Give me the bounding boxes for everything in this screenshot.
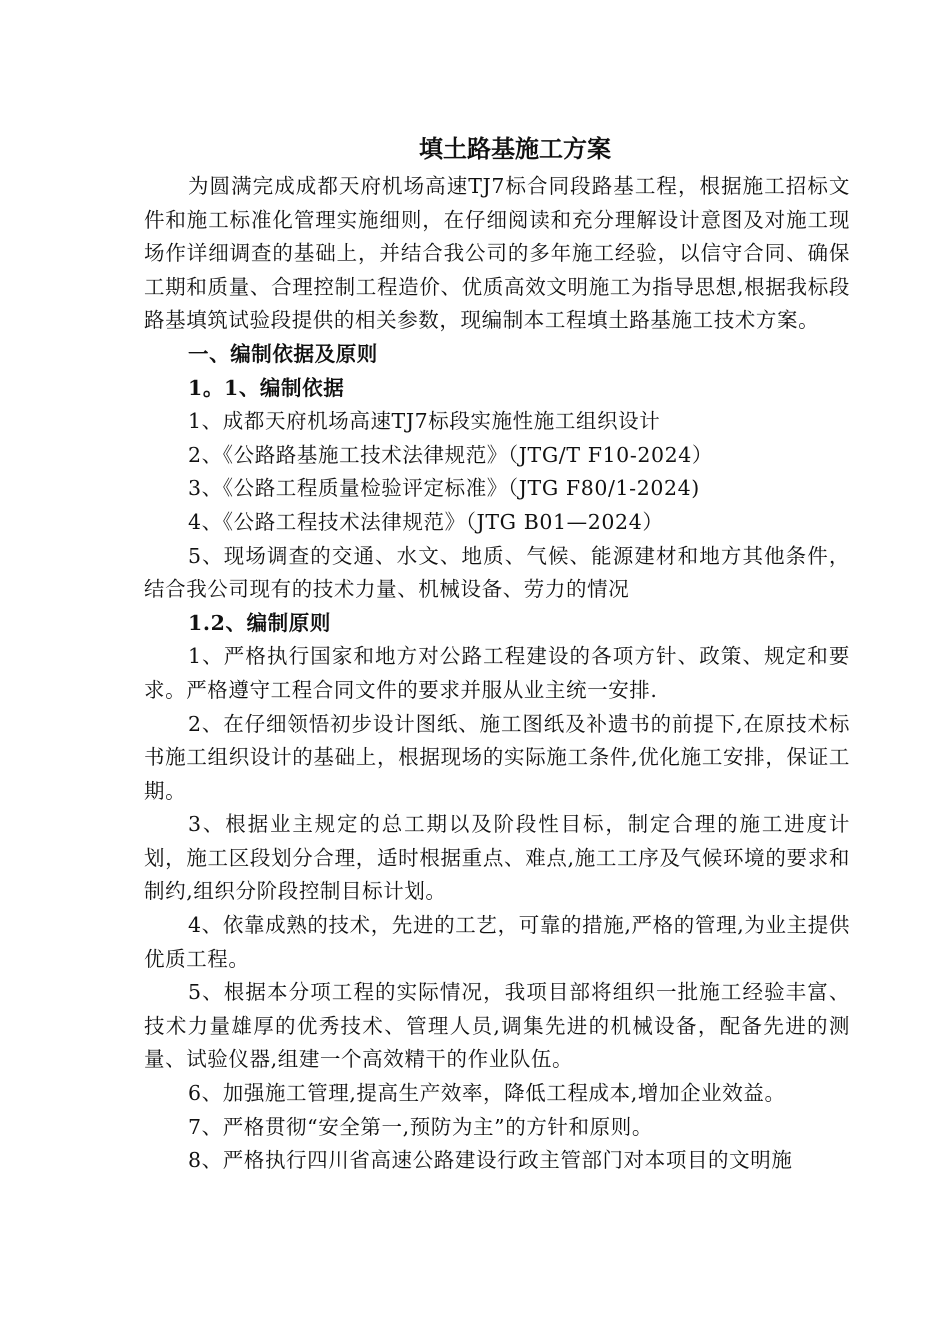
- principle-item: 1、严格执行国家和地方对公路工程建设的各项方针、政策、规定和要求。严格遵守工程合同文件的要求并服从业主统一安排.: [144, 644, 850, 702]
- subsection-heading-principles: 1.2、编制原则: [188, 610, 331, 635]
- principle-item: 3、根据业主规定的总工期以及阶段性目标，制定合理的施工进度计划，施工区段划分合理，适时根据重点、难点,施工工序及气候环境的要求和制约,组织分阶段控制目标计划。: [144, 812, 850, 904]
- intro-paragraph: 为圆满完成成都天府机场高速TJ7标合同段路基工程，根据施工招标文件和施工标准化管理实施细则，在仔细阅读和充分理解设计意图及对施工现场作详细调查的基础上，并结合我公司的多年施工经验，以信守合同、确保工期和质量、合理控制工程造价、优质高效文明施工为指导思想,根据我标段路基填筑试验段提供的相关参数，现编制本工程填土路基施工技术方案。: [144, 174, 850, 333]
- basis-item: 5、现场调查的交通、水文、地质、气候、能源建材和地方其他条件，结合我公司现有的技术力量、机械设备、劳力的情况: [144, 543, 850, 602]
- document-page: [144, 128, 850, 1178]
- document-title: 填土路基施工方案: [419, 134, 611, 163]
- basis-item: 4、《公路工程技术法律规范》（JTG B01—2024）: [188, 509, 664, 534]
- subsection-heading-basis: 1。1、编制依据: [188, 375, 345, 400]
- principle-item: 5、根据本分项工程的实际情况，我项目部将组织一批施工经验丰富、技术力量雄厚的优秀技术、管理人员,调集先进的机械设备，配备先进的测量、试验仪器,组建一个高效精干的作业队伍。: [144, 980, 850, 1072]
- basis-item: 1、成都天府机场高速TJ7标段实施性施工组织设计: [188, 409, 661, 434]
- basis-item: 3、《公路工程质量检验评定标准》（JTG F80/1-2024): [188, 476, 700, 501]
- principle-item: 4、依靠成熟的技术，先进的工艺，可靠的措施,严格的管理,为业主提供优质工程。: [144, 913, 850, 971]
- principle-item: 8、严格执行四川省高速公路建设行政主管部门对本项目的文明施: [188, 1148, 793, 1173]
- principle-item: 7、严格贯彻“安全第一,预防为主”的方针和原则。: [188, 1114, 653, 1139]
- section-heading: 一、编制依据及原则: [188, 341, 378, 366]
- principle-item: 2、在仔细领悟初步设计图纸、施工图纸及补遗书的前提下,在原技术标书施工组织设计的基础上，根据现场的实际施工条件,优化施工安排，保证工期。: [144, 711, 850, 803]
- principle-item: 6、加强施工管理,提高生产效率，降低工程成本,增加企业效益。: [188, 1081, 786, 1106]
- basis-item: 2、《公路路基施工技术法律规范》（JTG/T F10-2024）: [188, 442, 714, 467]
